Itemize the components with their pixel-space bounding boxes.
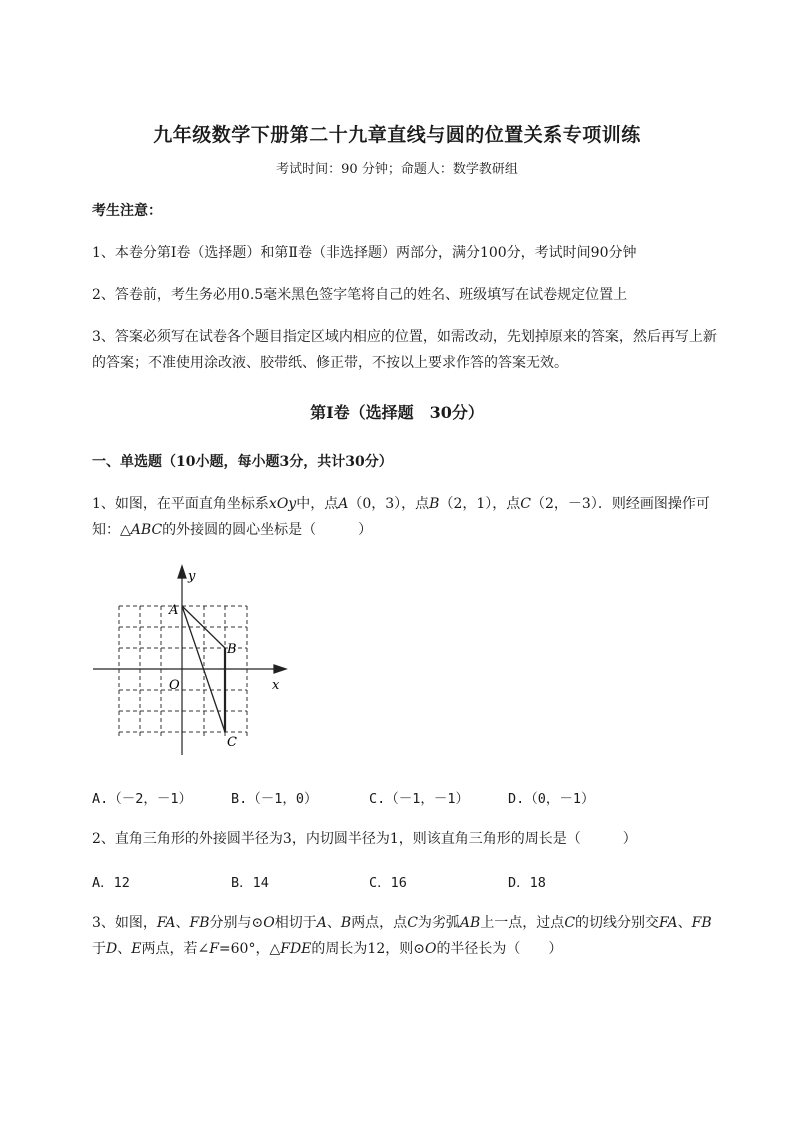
page-title: 九年级数学下册第二十九章直线与圆的位置关系专项训练 [153,124,641,146]
grid-lines [119,606,247,737]
label-point-c: C [227,735,237,750]
q1-coordinate-figure [90,560,300,760]
q1-text-line2: 知：△ABC的外接圆的圆心坐标是（ ） [92,522,373,538]
axes [93,566,286,755]
notice-item-2: 2、答卷前，考生务必用0.5毫米黑色签字笔将自己的姓名、班级填写在试卷规定位置上 [92,287,628,303]
q1-option-b[interactable]: B.（－1，0） [231,791,318,807]
label-origin: O [169,678,180,693]
label-y: y [188,569,196,584]
q1-option-d[interactable]: D.（0，－1） [508,791,595,807]
section-heading: 一、单选题（10小题，每小题3分，共计30分） [92,454,393,470]
label-point-b: B [227,642,237,657]
q2-option-b[interactable]: B．14 [231,875,269,891]
part-title: 第Ⅰ卷（选择题 30分） [310,403,484,422]
exam-info: 考试时间：90 分钟；命题人：数学教研组 [276,162,518,177]
q1-option-c[interactable]: C.（－1，－1） [369,791,470,807]
q3-text-line2: 于D、E两点，若∠F=60°，△FDE的周长为12，则⊙O的半径长为（ ） [92,941,563,957]
q2-option-a[interactable]: A．12 [92,875,130,891]
notice-item-3: 3、答案必须写在试卷各个题目指定区域内相应的位置，如需改动，先划掉原来的答案，然后再写上新 [92,329,717,345]
notice-item-3-cont: 的答案；不准使用涂改液、胶带纸、修正带，不按以上要求作答的答案无效。 [92,355,568,371]
label-point-a: A [169,603,179,618]
q3-text-line1: 3、如图，FA、FB分别与⊙O相切于A、B两点，点C为劣弧AB上一点，过点C的切线分别交FA、FB [92,915,712,931]
notice-item-1: 1、本卷分第Ⅰ卷（选择题）和第Ⅱ卷（非选择题）两部分，满分100分，考试时间90分钟 [92,245,637,261]
q2-option-c[interactable]: C．16 [369,875,407,891]
notice-heading: 考生注意： [92,203,162,219]
q1-text-line1: 1、如图，在平面直角坐标系xOy中，点A（0，3），点B（2，1），点C（2，－3）．则经画图操作可 [92,496,710,512]
q2-text: 2、直角三角形的外接圆半径为3，内切圆半径为1，则该直角三角形的周长是（ ） [92,831,637,847]
label-x: x [272,678,280,693]
q2-option-d[interactable]: D．18 [508,875,546,891]
q1-option-a[interactable]: A.（－2，－1） [92,791,193,807]
